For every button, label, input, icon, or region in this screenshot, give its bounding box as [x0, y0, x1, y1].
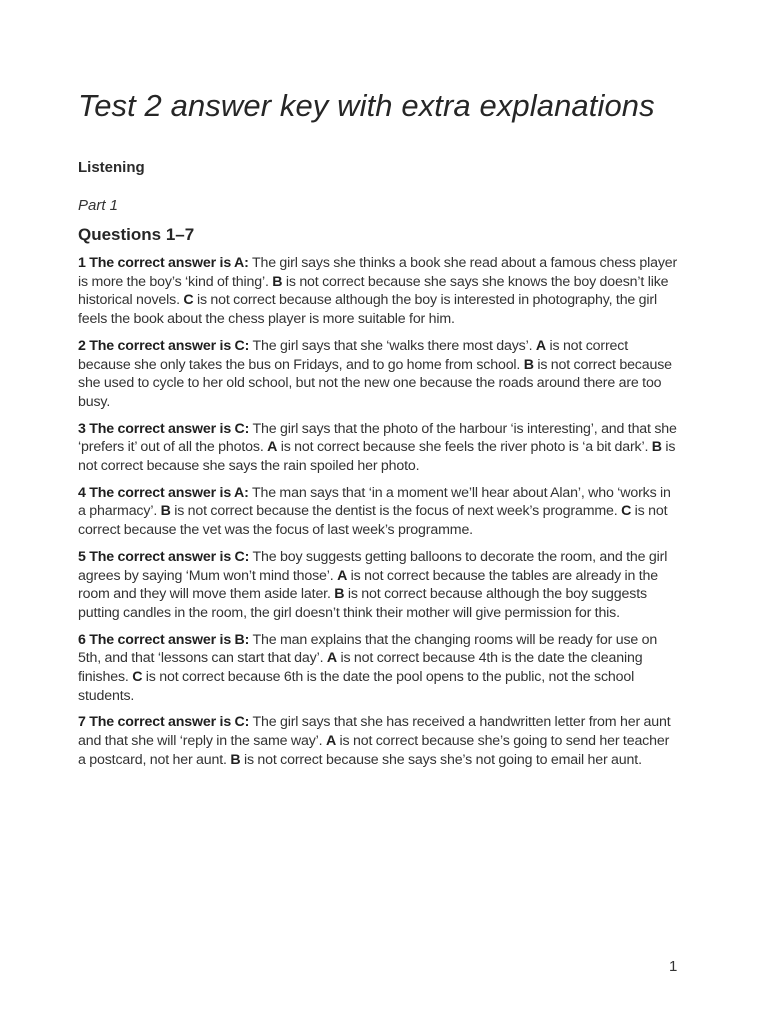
answer-text: is not correct because she only takes the bus on Fridays, and to go home from school.: [78, 337, 629, 373]
answer-text: is not correct because 4th is the date the cleaning finishes.: [78, 650, 643, 686]
answer-text: is not correct because she says she knows the boy doesn’t like historical novels.: [78, 273, 669, 309]
answer-text: is not correct because she used to cycle to her old school, but not the new one because the roads around there are too busy.: [78, 356, 672, 410]
answer-text: is not correct because although the boy suggests putting candles in the room, the girl doesn’t think their mother will give permission for this.: [78, 586, 647, 621]
answer-item: [78, 713, 678, 769]
option-letter: B: [160, 503, 171, 520]
option-letter: A: [267, 439, 278, 456]
answer-text: is not correct because the vet was the focus of last week’s programme.: [78, 503, 668, 539]
option-letter: B: [523, 356, 534, 373]
section-heading: Listening: [78, 159, 145, 176]
answer-item: [78, 420, 678, 476]
answer-text: is not correct because the tables are already in the room and they will move them aside later.: [78, 567, 659, 603]
option-letter: C: [183, 292, 194, 309]
option-letter: C: [621, 503, 632, 520]
answer-text: The boy suggests getting balloons to decorate the room, and the girl agrees by saying ‘Mum won’t mind those’.: [78, 548, 668, 584]
answer-text: is not correct because she’s going to send her teacher a postcard, not her aunt.: [78, 733, 670, 768]
part-label: Part 1: [78, 197, 119, 214]
answer-text: is not correct because she says she’s not going to email her aunt.: [240, 751, 642, 768]
answer-item: [78, 337, 678, 412]
answer-text: The man says that ‘in a moment we’ll hear about Alan’, who ‘works in a pharmacy’.: [78, 484, 671, 520]
option-letter: A: [535, 337, 547, 354]
answer-text: is not correct because she says the rain spoiled her photo.: [78, 439, 676, 475]
answer-text: is not correct because the dentist is the focus of next week’s programme.: [170, 503, 622, 520]
option-letter: B: [651, 439, 662, 456]
answer-lead: 7 The correct answer is C:: [78, 714, 250, 731]
answer-lead: 3 The correct answer is C:: [78, 420, 250, 437]
answer-text: The girl says that she has received a handwritten letter from her aunt and that she will ‘reply in the same way’.: [78, 714, 671, 750]
page-title: Test 2 answer key with extra explanations: [78, 88, 655, 123]
answer-text: is not correct because she feels the river photo is ‘a bit dark’.: [277, 439, 652, 456]
option-letter: A: [326, 650, 337, 667]
questions-heading: Questions 1–7: [78, 225, 195, 244]
option-letter: A: [337, 567, 348, 584]
answer-lead: 2 The correct answer is C:: [78, 337, 250, 354]
answer-lead: 1 The correct answer is A:: [78, 255, 249, 271]
option-letter: B: [334, 586, 345, 603]
answer-item: [78, 548, 678, 623]
answer-text: The girl says she thinks a book she read about a famous chess player is more the boy’s ‘kind of thing’.: [78, 255, 678, 290]
option-letter: C: [132, 669, 143, 686]
answer-item: [78, 254, 678, 329]
option-letter: B: [272, 273, 283, 290]
option-letter: A: [325, 733, 337, 750]
answer-item: [78, 631, 678, 706]
answer-text: The man explains that the changing rooms will be ready for use on 5th, and that ‘lessons can start that day’.: [78, 631, 658, 667]
answer-text: The girl says that the photo of the harbour ‘is interesting’, and that she ‘prefers it’ out of all the photos.: [78, 420, 677, 456]
answer-text: The girl says that she ‘walks there most days’.: [249, 337, 536, 354]
answer-item: [78, 484, 678, 540]
answer-list: [78, 254, 678, 778]
answer-lead: 6 The correct answer is B:: [78, 631, 250, 648]
answer-lead: 5 The correct answer is C:: [78, 548, 250, 565]
page-number: 1: [669, 958, 678, 975]
answer-text: is not correct because although the boy is interested in photography, the girl feels the book about the chess player is more suitable for him.: [78, 292, 657, 328]
answer-lead: 4 The correct answer is A:: [78, 484, 249, 501]
option-letter: B: [230, 751, 241, 768]
answer-text: is not correct because 6th is the date the pool opens to the public, not the school students.: [78, 669, 635, 704]
